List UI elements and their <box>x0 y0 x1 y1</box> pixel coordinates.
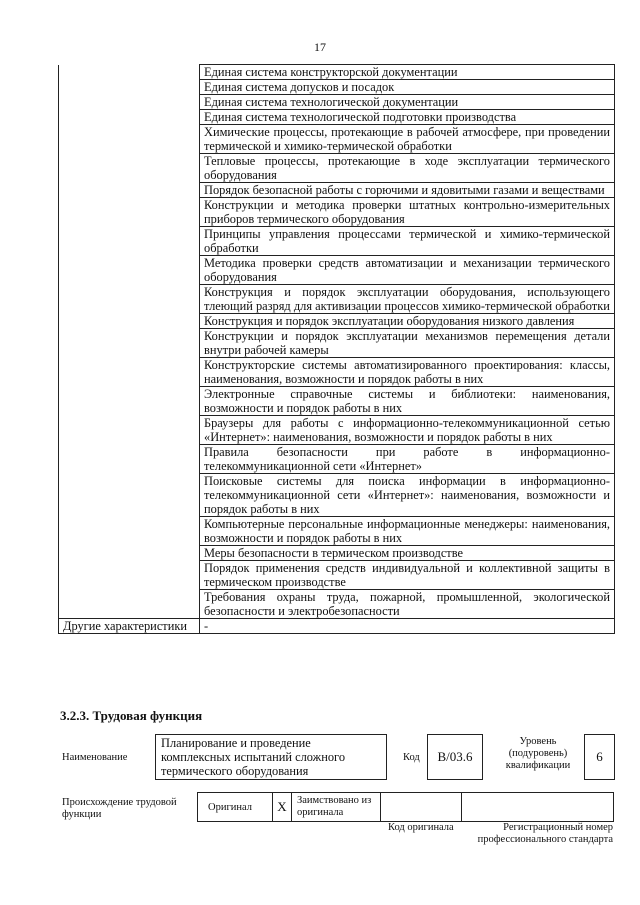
original-mark-cell <box>272 792 292 822</box>
original-cell <box>197 792 273 822</box>
table-cell-knowledge: Конструкторские системы автоматизированного проектирования: классы, наименования, возможности и порядок работы в них <box>200 358 615 387</box>
registration-number-cell <box>461 792 614 822</box>
table-cell-knowledge: Единая система технологической подготовки производства <box>200 110 615 125</box>
table-cell-knowledge: Конструкция и порядок эксплуатации оборудования, использующего тлеющий разряд для активизации процессов химико-термической обработки <box>200 285 615 314</box>
origin-row <box>197 792 614 822</box>
original-code-cell <box>380 792 462 822</box>
knowledge-table <box>58 64 615 634</box>
table-cell-knowledge: Порядок безопасной работы с горючими и ядовитыми газами и веществами <box>200 183 615 198</box>
table-cell-knowledge: Браузеры для работы с информационно-телекоммуникационной сетью «Интернет»: наименования, возможности и порядок работы в них <box>200 416 615 445</box>
table-cell-knowledge: Принципы управления процессами термической и химико-термической обработки <box>200 227 615 256</box>
name-label: Наименование <box>62 752 128 763</box>
table-cell-knowledge: Компьютерные персональные информационные менеджеры: наименования, возможности и порядок работы в них <box>200 517 615 546</box>
table-cell-knowledge: Конструкции и методика проверки штатных контрольно-измерительных приборов термического оборудования <box>200 198 615 227</box>
table-cell-knowledge: Единая система конструкторской документации <box>200 65 615 80</box>
table-row <box>59 65 615 80</box>
borrowed-label: Заимствовано из оригинала <box>297 795 372 818</box>
other-characteristics-label: Другие характеристики <box>59 619 200 634</box>
section-title: 3.2.3. Трудовая функция <box>60 708 203 723</box>
origin-label: Происхождение трудовой функции <box>62 797 177 820</box>
page-number: 17 <box>314 40 326 54</box>
table-cell-knowledge: Порядок применения средств индивидуальной и коллективной защиты в термическом производстве <box>200 561 615 590</box>
registration-caption: Регистрационный номер профессионального стандарта <box>477 822 613 845</box>
table-cell-knowledge: Требования охраны труда, пожарной, промышленной, экологической безопасности и электробезопасности <box>200 590 615 619</box>
table-cell-knowledge: Единая система допусков и посадок <box>200 80 615 95</box>
code-original-caption: Код оригинала <box>388 822 454 833</box>
level-label: Уровень (подуровень) квалификации <box>505 736 571 771</box>
other-characteristics-value: - <box>200 619 615 634</box>
borrowed-cell <box>291 792 381 822</box>
function-name-field: Планирование и проведение комплексных испытаний сложного термического оборудования <box>155 734 387 780</box>
table-cell-knowledge: Химические процессы, протекающие в рабочей атмосфере, при проведении термической и химико-термической обработки <box>200 125 615 154</box>
original-mark: X <box>277 799 287 814</box>
table-cell-knowledge: Электронные справочные системы и библиотеки: наименования, возможности и порядок работы в них <box>200 387 615 416</box>
table-cell-knowledge: Конструкция и порядок эксплуатации оборудования низкого давления <box>200 314 615 329</box>
original-label: Оригинал <box>208 802 252 813</box>
code-value-box: B/03.6 <box>427 734 483 780</box>
table-cell-knowledge: Правила безопасности при работе в информационно-телекоммуникационной сети «Интернет» <box>200 445 615 474</box>
code-label: Код <box>403 752 420 763</box>
table-row-other <box>59 619 615 634</box>
table-cell-knowledge: Поисковые системы для поиска информации в информационно-телекоммуникационной сети «Интернет»: наименования, возможности и порядок работы в них <box>200 474 615 517</box>
table-cell-knowledge: Методика проверки средств автоматизации и механизации термического оборудования <box>200 256 615 285</box>
table-cell-knowledge: Единая система технологической документации <box>200 95 615 110</box>
table-row-label-cell <box>59 65 200 619</box>
table-cell-knowledge: Конструкции и порядок эксплуатации механизмов перемещения детали внутри рабочей камеры <box>200 329 615 358</box>
table-cell-knowledge: Тепловые процессы, протекающие в ходе эксплуатации термического оборудования <box>200 154 615 183</box>
table-cell-knowledge: Меры безопасности в термическом производстве <box>200 546 615 561</box>
level-value-box: 6 <box>584 734 615 780</box>
